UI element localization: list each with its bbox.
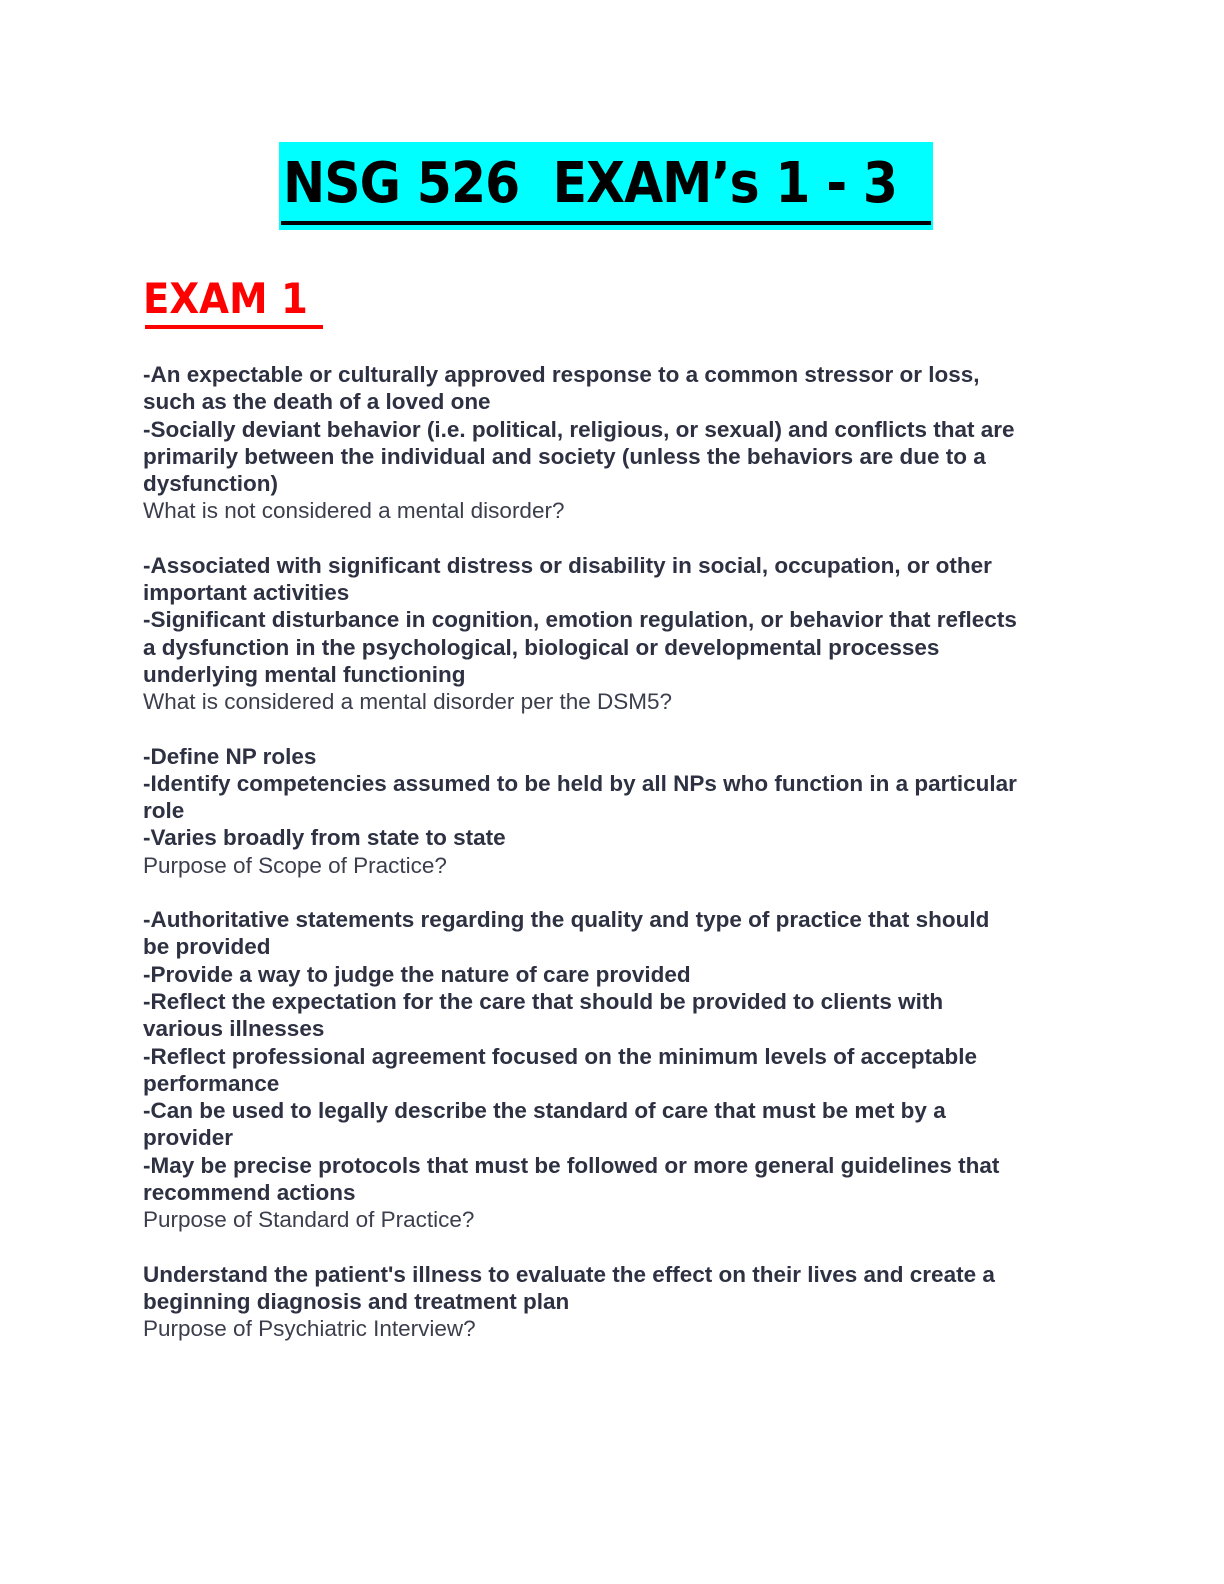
- answer-line: -Significant disturbance in cognition, emotion regulation, or behavior that reflects: [143, 607, 1017, 633]
- answer-line: important activities: [143, 580, 350, 606]
- answer-line: Understand the patient's illness to evaluate the effect on their lives and create a: [143, 1261, 995, 1287]
- question-line: What is considered a mental disorder per the DSM5?: [143, 689, 673, 715]
- document-title: NSG 526 EXAM’s 1 - 3: [283, 151, 898, 216]
- answer-line: various illnesses: [143, 1016, 325, 1042]
- answer-line: -Reflect professional agreement focused on the minimum levels of acceptable: [143, 1043, 977, 1069]
- answer-line: -Identify competencies assumed to be held by all NPs who function in a particular: [143, 770, 1017, 796]
- answer-line: provider: [143, 1125, 234, 1151]
- answer-line: underlying mental functioning: [143, 661, 466, 687]
- title-underline: [281, 221, 931, 225]
- question-line: What is not considered a mental disorder?: [143, 498, 565, 524]
- answer-line: -An expectable or culturally approved response to a common stressor or loss,: [143, 362, 980, 387]
- flashcard: [143, 743, 1083, 879]
- answer-line: performance: [143, 1070, 280, 1096]
- answer-line: -Provide a way to judge the nature of care provided: [143, 961, 691, 987]
- answer-line: role: [143, 798, 185, 824]
- answer-line: dysfunction): [143, 471, 278, 497]
- answer-line: -Authoritative statements regarding the quality and type of practice that should: [143, 907, 990, 933]
- answer-line: -Reflect the expectation for the care that should be provided to clients with: [143, 988, 944, 1014]
- answer-line: -Associated with significant distress or disability in social, occupation, or other: [143, 552, 992, 578]
- answer-line: -Define NP roles: [143, 743, 317, 769]
- flashcard: [143, 1261, 1083, 1343]
- answer-line: -May be precise protocols that must be followed or more general guidelines that: [143, 1152, 1000, 1178]
- answer-line: be provided: [143, 934, 271, 960]
- title-highlight: [279, 142, 933, 230]
- answer-line: such as the death of a loved one: [143, 389, 491, 415]
- question-line: Purpose of Scope of Practice?: [143, 852, 447, 878]
- answer-line: recommend actions: [143, 1180, 356, 1206]
- question-line: Purpose of Standard of Practice?: [143, 1207, 475, 1233]
- answer-line: beginning diagnosis and treatment plan: [143, 1288, 570, 1314]
- flashcard-list: [143, 361, 1083, 1370]
- answer-line: -Socially deviant behavior (i.e. political, religious, or sexual) and conflicts that are: [143, 416, 1015, 442]
- answer-line: -Varies broadly from state to state: [143, 825, 506, 851]
- section-heading-exam-1: EXAM 1: [143, 274, 308, 323]
- answer-line: a dysfunction in the psychological, biological or developmental processes: [143, 634, 940, 660]
- section-heading-underline: [145, 325, 323, 329]
- question-line: Purpose of Psychiatric Interview?: [143, 1316, 476, 1342]
- flashcard: [143, 361, 1083, 525]
- answer-line: -Can be used to legally describe the standard of care that must be met by a: [143, 1098, 946, 1124]
- flashcard: [143, 552, 1083, 716]
- flashcard: [143, 906, 1083, 1234]
- answer-line: primarily between the individual and society (unless the behaviors are due to a: [143, 443, 986, 469]
